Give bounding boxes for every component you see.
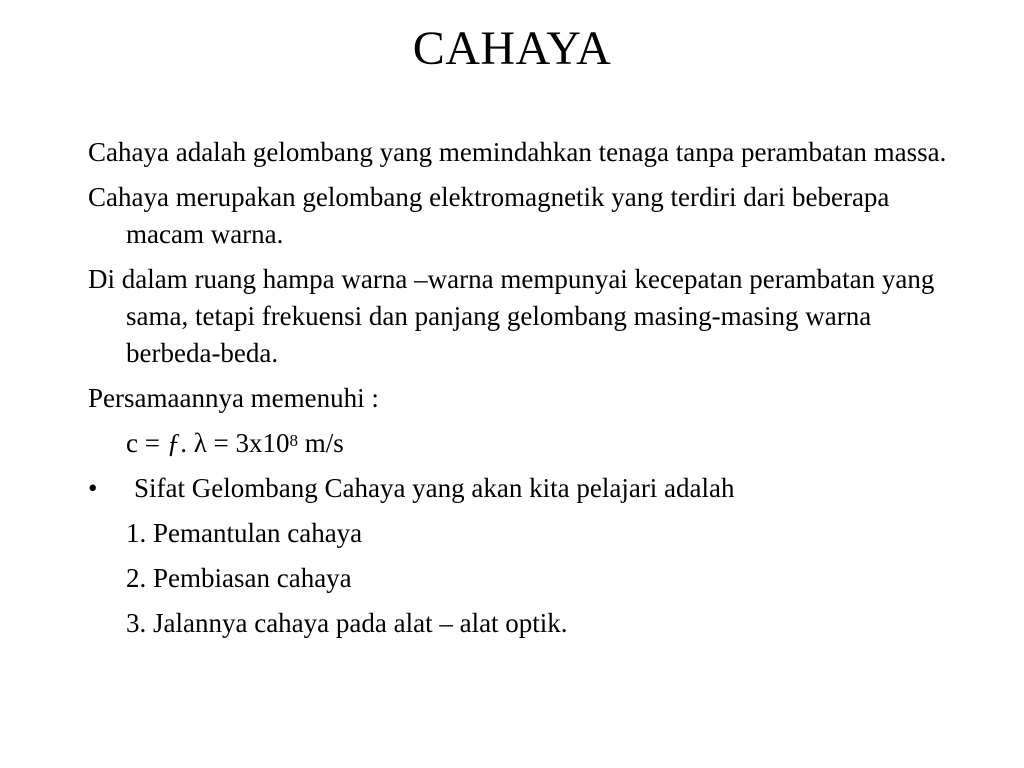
formula-lhs: c = <box>126 428 160 458</box>
list-item-refraction: 2. Pembiasan cahaya <box>126 563 352 593</box>
light-speed-formula <box>88 425 948 462</box>
formula-middle: . λ = 3x10 <box>180 428 290 458</box>
list-item-reflection: 1. Pemantulan cahaya <box>126 518 363 548</box>
slide-title: CAHAYA <box>412 22 612 75</box>
slide-body <box>88 134 948 650</box>
bullet-item <box>88 470 948 507</box>
formula-frequency-symbol: ƒ <box>166 428 181 458</box>
paragraph-electromagnetic: Cahaya merupakan gelombang elektromagnetik yang terdiri dari beberapa macam warna. <box>88 182 890 249</box>
bullet-icon: • <box>88 473 98 503</box>
paragraph-equation-intro: Persamaannya memenuhi : <box>88 383 379 413</box>
formula-unit: m/s <box>298 428 344 458</box>
formula-exponent: 8 <box>289 431 299 450</box>
bullet-text: Sifat Gelombang Cahaya yang akan kita pelajari adalah <box>134 473 735 503</box>
paragraph-definition: Cahaya adalah gelombang yang memindahkan tenaga tanpa perambatan massa. <box>88 137 947 167</box>
list-item-optics: 3. Jalannya cahaya pada alat – alat optik. <box>126 608 568 638</box>
paragraph-vacuum-speed: Di dalam ruang hampa warna –warna mempunyai kecepatan perambatan yang sama, tetapi frekuensi dan panjang gelombang masing-masing warna berbeda-beda. <box>88 264 935 368</box>
